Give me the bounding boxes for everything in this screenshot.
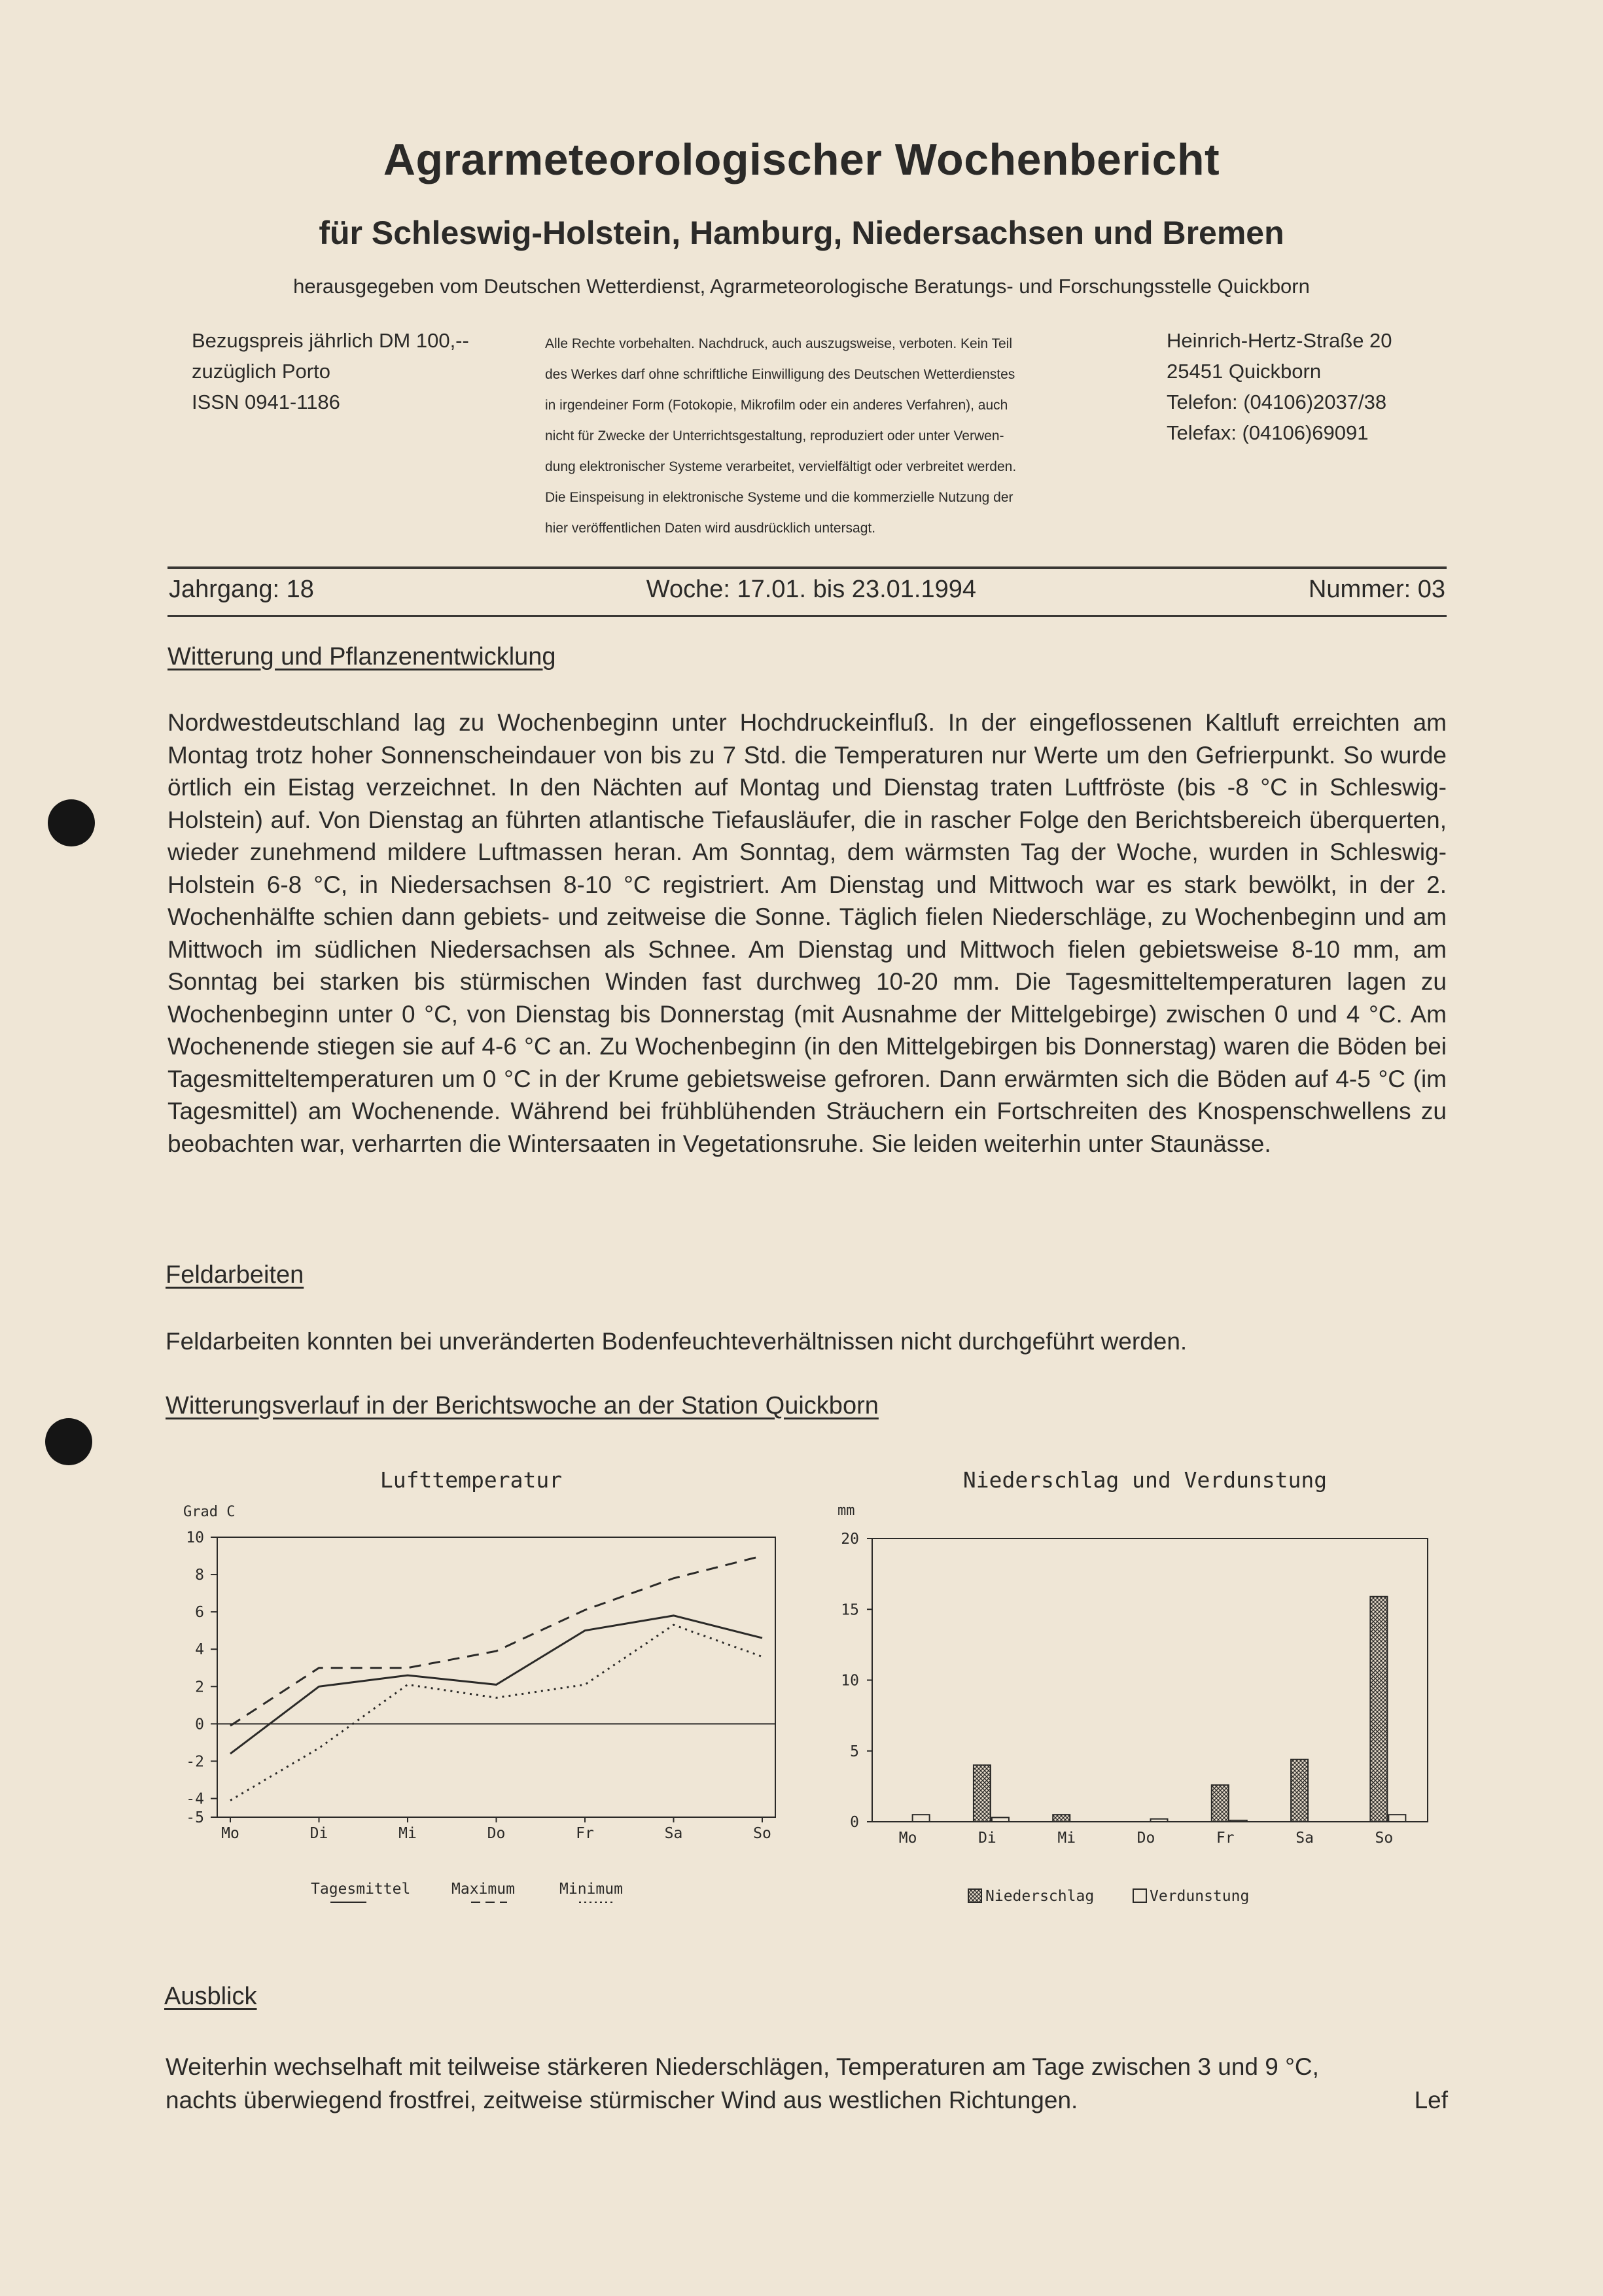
y-tick-label: 20 xyxy=(841,1531,859,1548)
ausblick-line-2: nachts überwiegend frostfrei, zeitweise stürmischer Wind aus westlichen Richtungen. xyxy=(166,2087,1078,2113)
x-tick-label: Do xyxy=(1136,1830,1155,1847)
x-tick-label: So xyxy=(753,1825,771,1842)
bar-niederschlag xyxy=(974,1765,991,1822)
section-heading-station: Witterungsverlauf in der Berichtswoche an der Station Quickborn xyxy=(166,1392,879,1419)
temperature-chart xyxy=(164,1498,792,1923)
bar-verdunstung xyxy=(992,1818,1009,1822)
volume-label: Jahrgang: 18 xyxy=(169,576,314,603)
y-tick-label: 10 xyxy=(186,1529,204,1546)
legend-swatch-niederschlag xyxy=(968,1889,981,1902)
city-line: 25451 Quickborn xyxy=(1167,360,1322,383)
punch-hole-lower xyxy=(45,1418,92,1465)
y-axis-label: mm xyxy=(837,1503,855,1519)
rights-notice xyxy=(545,328,1134,544)
y-tick-label: 6 xyxy=(195,1604,204,1622)
legend-label-maximum: Maximum xyxy=(451,1881,515,1898)
witterung-paragraph xyxy=(167,706,1447,1160)
document-subtitle: für Schleswig-Holstein, Hamburg, Niedersachsen und Bremen xyxy=(319,215,1284,251)
price-line: Bezugspreis jährlich DM 100,-- xyxy=(192,329,469,352)
issn-line: ISSN 0941-1186 xyxy=(192,391,340,413)
rights-line: Alle Rechte vorbehalten. Nachdruck, auch auszugsweise, verboten. Kein Teil xyxy=(545,336,1013,351)
ausblick-line-2-row xyxy=(166,2083,1448,2117)
witterung-text: Nordwestdeutschland lag zu Wochenbeginn unter Hochdruckeinfluß. In der eingeflossenen Kaltluft erreichten am Montag trotz hoher Sonnenscheindauer von bis zu 7 Std. die Temperaturen nur Werte um den Gefrierpunkt. So wurde örtlich ein Eistag verzeichnet. In den Nächten auf Montag und Dienstag traten Luftfröste (bis -8 °C in Schleswig-Holstein) auf. Von Dienstag an führten atlantische Tiefausläufer, die in rascher Folge den Berichtsbereich überquerten, wieder zunehmend mildere Luftmassen heran. Am Sonntag, dem wärmsten Tag der Woche, wurden in Schleswig-Holstein 6-8 °C, in Niedersachsen 8-10 °C registriert. Am Dienstag und Mittwoch war es stark bewölkt, in der 2. Wochenhälfte schien dann gebiets- und zeitweise die Sonne. Täglich fielen Niederschläge, zu Wochenbeginn und am Mittwoch im südlichen Niedersachsen als Schnee. Am Dienstag und Mittwoch fielen gebietsweise 8-10 mm, am Sonntag bei starken bis stürmischen Winden fast durchweg 10-20 mm. Die Tagesmitteltemperaturen lagen zu Wochenbeginn unter 0 °C, von Dienstag bis Donnerstag (mit Ausnahme der Mittelgebirge) zwischen 0 und 4 °C. Am Wochenende stiegen sie auf 4-6 °C an. Zu Wochenbeginn (in den Mittelgebirgen bis Donnerstag) waren die Böden bei Tagesmitteltemperaturen um 0 °C in der Krume gebietsweise gefroren. Dann erwärmten sich die Böden auf 4-5 °C (im Tagesmittel) am Wochenende. Während bei frühblühenden Sträuchern ein Fortschreiten des Knospenschwellens zu beobachten war, verharrten die Wintersaaten in Vegetationsruhe. Sie leiden weiterhin unter Staunässe. xyxy=(167,709,1447,1157)
x-tick-label: Sa xyxy=(664,1825,683,1842)
x-tick-label: Di xyxy=(978,1830,996,1847)
y-tick-label: 0 xyxy=(195,1716,204,1733)
week-label: Woche: 17.01. bis 23.01.1994 xyxy=(646,576,976,603)
plot-frame xyxy=(217,1537,775,1817)
section-heading-witterung: Witterung und Pflanzenentwicklung xyxy=(167,643,556,670)
bar-verdunstung xyxy=(1230,1820,1247,1822)
y-tick-label: 0 xyxy=(850,1814,859,1831)
x-tick-label: Fr xyxy=(576,1825,594,1842)
legend-label-verdunstung: Verdunstung xyxy=(1150,1888,1250,1905)
bar-niederschlag xyxy=(1370,1597,1387,1822)
postage-line: zuzüglich Porto xyxy=(192,360,330,383)
issue-number-label: Nummer: 03 xyxy=(1308,576,1445,603)
address-block xyxy=(1167,325,1392,448)
y-tick-label: -4 xyxy=(186,1790,204,1808)
bar-niederschlag xyxy=(1053,1815,1070,1822)
x-tick-label: So xyxy=(1375,1830,1394,1847)
x-tick-label: Mo xyxy=(898,1830,917,1847)
legend-swatch-verdunstung xyxy=(1133,1889,1146,1902)
legend-label-minimum: Minimum xyxy=(559,1881,623,1898)
x-tick-label: Mo xyxy=(221,1825,239,1842)
x-tick-label: Mi xyxy=(398,1825,417,1842)
y-tick-label: 8 xyxy=(195,1567,204,1584)
publisher-line: herausgegeben vom Deutschen Wetterdienst, Agrarmeteorologische Beratungs- und Forschungsstelle Quickborn xyxy=(293,275,1310,298)
x-tick-label: Sa xyxy=(1295,1830,1314,1847)
x-tick-label: Do xyxy=(487,1825,506,1842)
bar-niederschlag xyxy=(1212,1785,1229,1822)
y-tick-label: -5 xyxy=(186,1809,204,1826)
header-rule-top xyxy=(167,566,1447,569)
y-tick-label: 4 xyxy=(195,1641,204,1659)
plot-frame xyxy=(872,1539,1428,1822)
y-tick-label: 15 xyxy=(841,1601,859,1619)
y-tick-label: 5 xyxy=(850,1743,859,1760)
precipitation-chart xyxy=(818,1498,1446,1923)
temperature-chart-title: Lufttemperatur xyxy=(379,1467,563,1493)
feldarbeiten-text: Feldarbeiten konnten bei unveränderten Bodenfeuchteverhältnissen nicht durchgeführt werden. xyxy=(166,1328,1188,1355)
bar-niederschlag xyxy=(1291,1760,1308,1822)
author-signature: Lef xyxy=(1414,2087,1448,2113)
y-tick-label: 2 xyxy=(195,1679,204,1696)
document-title: Agrarmeteorologischer Wochenbericht xyxy=(383,135,1220,184)
y-tick-label: -2 xyxy=(186,1753,204,1771)
punch-hole-upper xyxy=(48,799,95,846)
rights-line: des Werkes darf ohne schriftliche Einwilligung des Deutschen Wetterdienstes xyxy=(545,367,1015,382)
y-axis-label: Grad C xyxy=(183,1504,236,1520)
section-heading-feldarbeiten: Feldarbeiten xyxy=(166,1261,304,1289)
x-tick-label: Fr xyxy=(1216,1830,1235,1847)
rights-line: hier veröffentlichen Daten wird ausdrücklich untersagt. xyxy=(545,521,876,536)
x-tick-label: Di xyxy=(309,1825,328,1842)
rights-line: in irgendeiner Form (Fotokopie, Mikrofilm oder ein anderes Verfahren), auch xyxy=(545,398,1008,413)
rights-line: dung elektronischer Systeme verarbeitet, vervielfältigt oder verbreitet werden. xyxy=(545,459,1017,474)
legend-label-tagesmittel: Tagesmittel xyxy=(311,1881,411,1898)
series-line-maximum xyxy=(230,1556,762,1726)
fax-line: Telefax: (04106)69091 xyxy=(1167,421,1369,444)
bar-verdunstung xyxy=(913,1815,930,1822)
rights-line: nicht für Zwecke der Unterrichtsgestaltung, reproduziert oder unter Verwen- xyxy=(545,428,1004,444)
rights-line: Die Einspeisung in elektronische Systeme und die kommerzielle Nutzung der xyxy=(545,490,1013,505)
section-heading-ausblick: Ausblick xyxy=(164,1983,257,2010)
ausblick-text xyxy=(166,2050,1448,2117)
street-line: Heinrich-Hertz-Straße 20 xyxy=(1167,329,1392,352)
phone-line: Telefon: (04106)2037/38 xyxy=(1167,391,1387,413)
series-line-tagesmittel xyxy=(230,1616,762,1754)
precipitation-chart-title: Niederschlag und Verdunstung xyxy=(962,1467,1328,1493)
y-tick-label: 10 xyxy=(841,1672,859,1690)
x-tick-label: Mi xyxy=(1057,1830,1076,1847)
ausblick-line-1: Weiterhin wechselhaft mit teilweise stärkeren Niederschlägen, Temperaturen am Tage zwischen 3 und 9 °C, xyxy=(166,2053,1319,2080)
header-rule-bottom xyxy=(167,615,1447,617)
bar-verdunstung xyxy=(1388,1815,1405,1822)
legend-label-niederschlag: Niederschlag xyxy=(985,1888,1095,1905)
bar-verdunstung xyxy=(1151,1819,1168,1822)
issue-info-row xyxy=(167,576,1447,604)
subscription-info xyxy=(192,325,469,417)
